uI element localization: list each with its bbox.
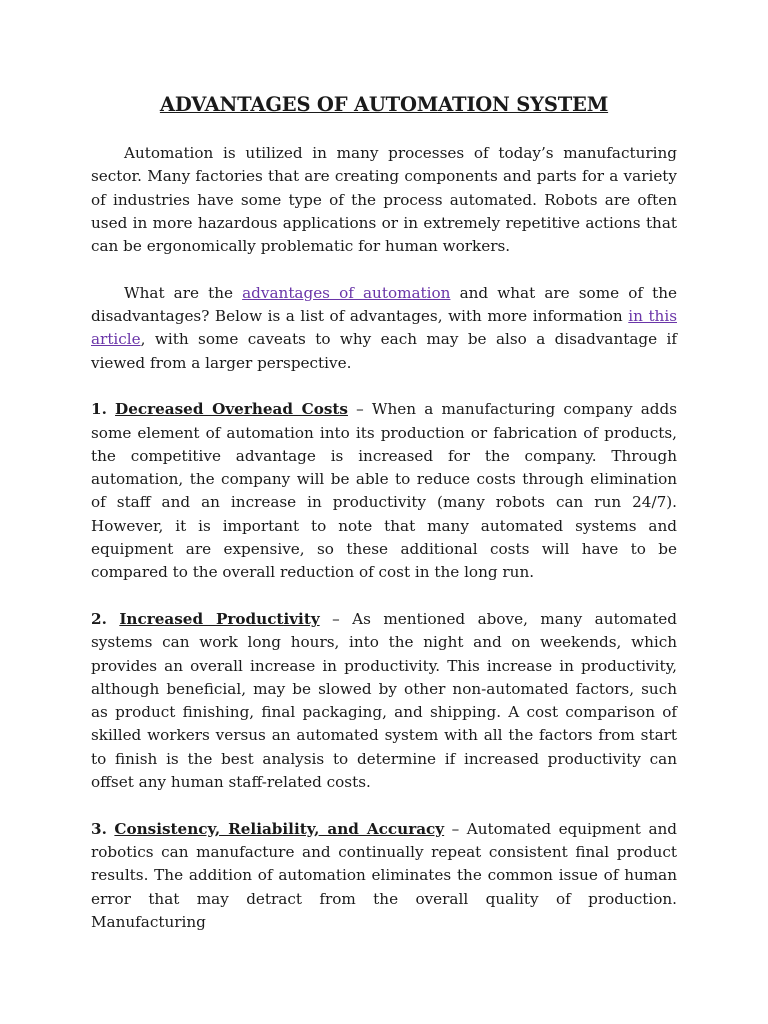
list-item-consistency-reliability-accuracy: [91, 818, 677, 934]
item-body: – When a manufacturing company adds some element of automation into its production or fabrication of products, the competitive advantage is increased for the company. Through automation, the company will be able to reduce costs through elimination of staff and an increase in productivity (many robots can run 24/7). However, it is important to note that many automated systems and equipment are expensive, so these additional costs will have to be compared to the overall reduction of cost in the long run.: [91, 400, 677, 582]
advantages-of-automation-link[interactable]: advantages of automation: [242, 283, 451, 302]
item-body: – As mentioned above, many automated systems can work long hours, into the night and on weekends, which provides an overall increase in productivity. This increase in productivity, although beneficial, may be slowed by other non-automated factors, such as product finishing, final packaging, and shipping. A cost comparison of skilled workers versus an automated system with all the factors from start to finish is the best analysis to determine if increased productivity can offset any human staff-related costs.: [91, 609, 678, 792]
list-item-increased-productivity: [91, 608, 677, 794]
item-body: – Automated equipment and robotics can manufacture and continually repeat consistent final product results. The addition of automation eliminates the common issue of human error that may detract from the overall quality of production. Manufacturing: [91, 819, 678, 931]
question-text-middle: and what are some of the disadvantages? Below is a list of advantages, with more information: [91, 283, 677, 326]
question-text-start: What are the: [124, 283, 243, 302]
page-title: ADVANTAGES OF AUTOMATION SYSTEM: [159, 93, 609, 116]
item-number: 3.: [91, 819, 107, 838]
in-this-article-link[interactable]: in this article: [91, 307, 677, 349]
item-number: 2.: [91, 609, 107, 628]
item-heading: Increased Productivity: [119, 609, 320, 628]
document-page: [91, 82, 677, 957]
item-heading: Decreased Overhead Costs: [115, 400, 348, 419]
intro-paragraph: Automation is utilized in many processes of today’s manufacturing sector. Many factories that are creating components and parts for a variety of industries have some type of the process automated. Robots are often used in more hazardous applications or in extremely repetitive actions that can be ergonomically problematic for human workers.: [91, 144, 677, 256]
question-paragraph: [91, 282, 677, 375]
list-item-decreased-overhead-costs: [91, 398, 677, 584]
question-text-end: , with some caveats to why each may be also a disadvantage if viewed from a larger perspective.: [91, 330, 677, 372]
item-number: 1.: [91, 400, 107, 419]
item-heading: Consistency, Reliability, and Accuracy: [114, 819, 445, 838]
